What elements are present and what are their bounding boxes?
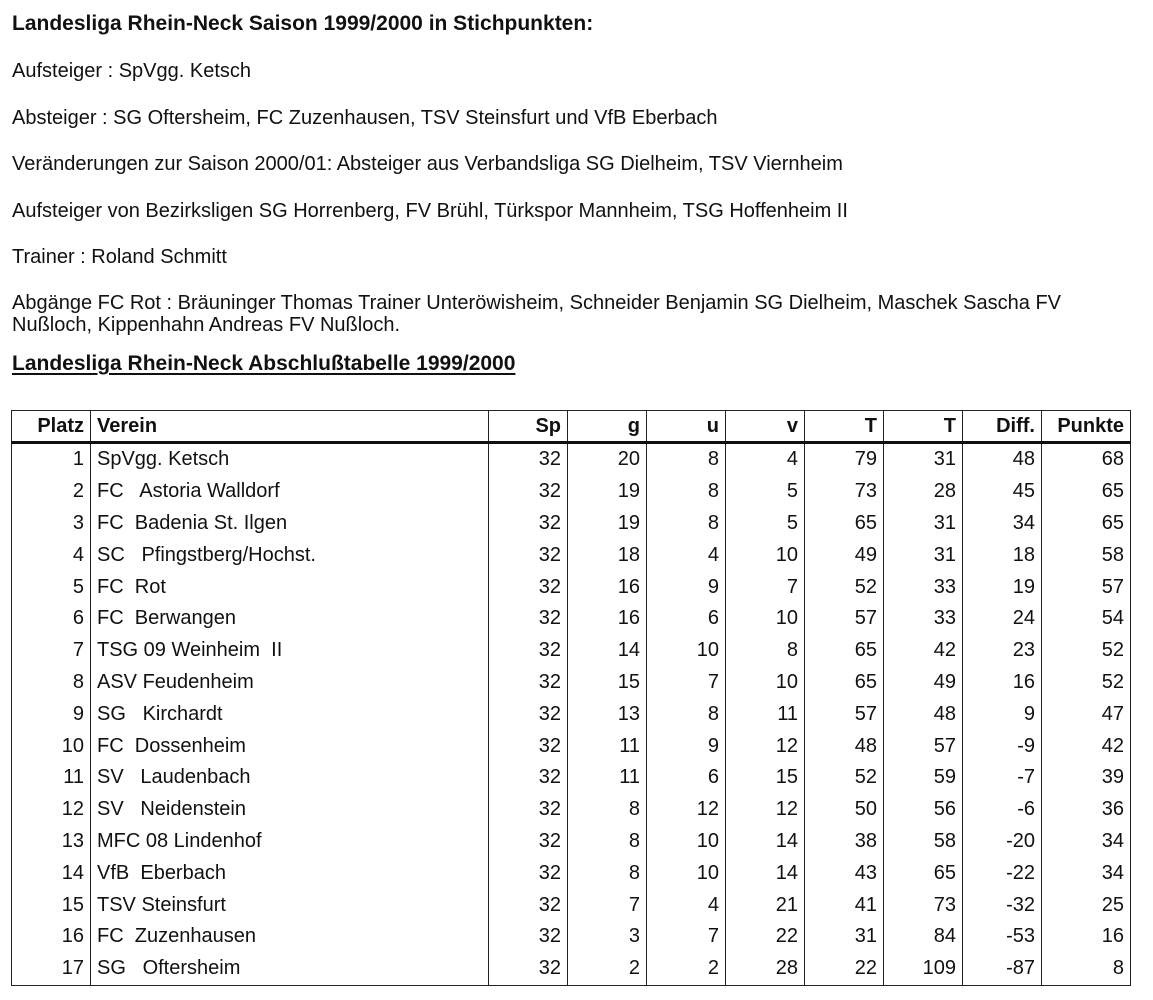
- table-row: [12, 667, 1131, 699]
- cell-goals-against: 42: [884, 635, 963, 667]
- cell-v: 15: [726, 762, 805, 794]
- cell-sp: 32: [489, 953, 568, 985]
- cell-sp: 32: [489, 603, 568, 635]
- cell-u: 8: [647, 476, 726, 508]
- cell-v: 21: [726, 889, 805, 921]
- cell-u: 6: [647, 603, 726, 635]
- cell-verein: SG Oftersheim: [91, 953, 489, 985]
- promoted-paragraph: Aufsteiger : SpVgg. Ketsch: [12, 60, 252, 82]
- coach-paragraph: Trainer : Roland Schmitt: [12, 246, 227, 268]
- header-platz: Platz: [12, 411, 91, 443]
- cell-u: 9: [647, 571, 726, 603]
- cell-goals-for: 57: [805, 603, 884, 635]
- cell-diff: -9: [963, 730, 1042, 762]
- cell-verein: FC Rot: [91, 571, 489, 603]
- cell-platz: 13: [12, 826, 91, 858]
- cell-verein: SpVgg. Ketsch: [91, 443, 489, 476]
- cell-diff: 9: [963, 698, 1042, 730]
- table-row: [12, 443, 1131, 476]
- promoted-from-bezirksliga-paragraph: Aufsteiger von Bezirksligen SG Horrenberg, FV Brühl, Türkspor Mannheim, TSG Hoffenheim II: [12, 200, 848, 222]
- table-row: [12, 953, 1131, 985]
- cell-verein: ASV Feudenheim: [91, 667, 489, 699]
- cell-verein: MFC 08 Lindenhof: [91, 826, 489, 858]
- cell-sp: 32: [489, 889, 568, 921]
- cell-diff: 16: [963, 667, 1042, 699]
- cell-goals-against: 59: [884, 762, 963, 794]
- cell-u: 8: [647, 443, 726, 476]
- cell-platz: 8: [12, 667, 91, 699]
- cell-diff: -7: [963, 762, 1042, 794]
- cell-goals-for: 43: [805, 857, 884, 889]
- cell-sp: 32: [489, 635, 568, 667]
- cell-goals-against: 48: [884, 698, 963, 730]
- cell-sp: 32: [489, 476, 568, 508]
- cell-g: 8: [568, 857, 647, 889]
- cell-goals-for: 65: [805, 667, 884, 699]
- departures-paragraph: Abgänge FC Rot : Bräuninger Thomas Trainer Unteröwisheim, Schneider Benjamin SG Dielheim, Maschek Sascha FV Nußloch, Kippenhahn Andreas FV Nußloch.: [12, 292, 1061, 336]
- cell-sp: 32: [489, 730, 568, 762]
- cell-verein: VfB Eberbach: [91, 857, 489, 889]
- cell-sp: 32: [489, 667, 568, 699]
- cell-v: 8: [726, 635, 805, 667]
- cell-diff: 19: [963, 571, 1042, 603]
- cell-u: 7: [647, 667, 726, 699]
- cell-punkte: 8: [1042, 953, 1131, 985]
- cell-goals-for: 41: [805, 889, 884, 921]
- cell-verein: TSV Steinsfurt: [91, 889, 489, 921]
- cell-platz: 6: [12, 603, 91, 635]
- cell-punkte: 39: [1042, 762, 1131, 794]
- cell-goals-for: 38: [805, 826, 884, 858]
- cell-platz: 9: [12, 698, 91, 730]
- table-row: [12, 826, 1131, 858]
- cell-platz: 15: [12, 889, 91, 921]
- table-row: [12, 476, 1131, 508]
- cell-u: 9: [647, 730, 726, 762]
- cell-g: 16: [568, 603, 647, 635]
- cell-diff: 23: [963, 635, 1042, 667]
- header-u: u: [647, 411, 726, 443]
- cell-punkte: 65: [1042, 508, 1131, 540]
- cell-sp: 32: [489, 571, 568, 603]
- cell-goals-against: 31: [884, 539, 963, 571]
- cell-v: 22: [726, 921, 805, 953]
- cell-g: 11: [568, 762, 647, 794]
- cell-v: 4: [726, 443, 805, 476]
- cell-diff: 45: [963, 476, 1042, 508]
- cell-diff: 24: [963, 603, 1042, 635]
- cell-v: 12: [726, 730, 805, 762]
- header-sp: Sp: [489, 411, 568, 443]
- header-v: v: [726, 411, 805, 443]
- cell-v: 10: [726, 667, 805, 699]
- table-row: [12, 508, 1131, 540]
- cell-punkte: 68: [1042, 443, 1131, 476]
- cell-g: 13: [568, 698, 647, 730]
- cell-goals-for: 22: [805, 953, 884, 985]
- cell-diff: -87: [963, 953, 1042, 985]
- table-row: [12, 698, 1131, 730]
- document-title: Landesliga Rhein-Neck Saison 1999/2000 in Stichpunkten:: [12, 12, 594, 35]
- cell-goals-against: 109: [884, 953, 963, 985]
- standings-table: [11, 410, 1131, 986]
- table-row: [12, 571, 1131, 603]
- header-goals-for: T: [805, 411, 884, 443]
- cell-platz: 16: [12, 921, 91, 953]
- cell-g: 15: [568, 667, 647, 699]
- cell-platz: 4: [12, 539, 91, 571]
- cell-u: 10: [647, 826, 726, 858]
- header-verein: Verein: [91, 411, 489, 443]
- cell-goals-for: 65: [805, 635, 884, 667]
- cell-platz: 10: [12, 730, 91, 762]
- cell-g: 19: [568, 508, 647, 540]
- cell-g: 19: [568, 476, 647, 508]
- cell-u: 2: [647, 953, 726, 985]
- cell-punkte: 47: [1042, 698, 1131, 730]
- cell-platz: 17: [12, 953, 91, 985]
- cell-verein: FC Astoria Walldorf: [91, 476, 489, 508]
- cell-goals-for: 52: [805, 571, 884, 603]
- cell-verein: SV Neidenstein: [91, 794, 489, 826]
- table-row: [12, 635, 1131, 667]
- cell-v: 10: [726, 603, 805, 635]
- cell-u: 8: [647, 698, 726, 730]
- cell-u: 12: [647, 794, 726, 826]
- cell-g: 3: [568, 921, 647, 953]
- cell-g: 11: [568, 730, 647, 762]
- cell-sp: 32: [489, 698, 568, 730]
- cell-verein: FC Zuzenhausen: [91, 921, 489, 953]
- cell-goals-against: 28: [884, 476, 963, 508]
- cell-u: 4: [647, 539, 726, 571]
- cell-v: 14: [726, 826, 805, 858]
- cell-v: 14: [726, 857, 805, 889]
- cell-v: 28: [726, 953, 805, 985]
- cell-platz: 1: [12, 443, 91, 476]
- cell-punkte: 34: [1042, 857, 1131, 889]
- cell-goals-for: 73: [805, 476, 884, 508]
- cell-goals-for: 50: [805, 794, 884, 826]
- cell-platz: 14: [12, 857, 91, 889]
- cell-v: 10: [726, 539, 805, 571]
- cell-punkte: 25: [1042, 889, 1131, 921]
- cell-v: 5: [726, 508, 805, 540]
- cell-goals-for: 52: [805, 762, 884, 794]
- cell-diff: -6: [963, 794, 1042, 826]
- cell-u: 6: [647, 762, 726, 794]
- cell-sp: 32: [489, 762, 568, 794]
- table-row: [12, 889, 1131, 921]
- cell-punkte: 57: [1042, 571, 1131, 603]
- header-diff: Diff.: [963, 411, 1042, 443]
- cell-diff: 18: [963, 539, 1042, 571]
- cell-sp: 32: [489, 826, 568, 858]
- cell-verein: SG Kirchardt: [91, 698, 489, 730]
- cell-verein: SV Laudenbach: [91, 762, 489, 794]
- cell-sp: 32: [489, 794, 568, 826]
- changes-paragraph: Veränderungen zur Saison 2000/01: Absteiger aus Verbandsliga SG Dielheim, TSV Viernheim: [12, 153, 843, 175]
- cell-g: 18: [568, 539, 647, 571]
- cell-diff: 34: [963, 508, 1042, 540]
- cell-v: 12: [726, 794, 805, 826]
- cell-diff: -22: [963, 857, 1042, 889]
- cell-verein: FC Badenia St. Ilgen: [91, 508, 489, 540]
- cell-punkte: 65: [1042, 476, 1131, 508]
- table-row: [12, 857, 1131, 889]
- table-row: [12, 730, 1131, 762]
- cell-u: 8: [647, 508, 726, 540]
- cell-goals-for: 79: [805, 443, 884, 476]
- cell-u: 10: [647, 635, 726, 667]
- cell-sp: 32: [489, 539, 568, 571]
- cell-sp: 32: [489, 443, 568, 476]
- cell-punkte: 52: [1042, 667, 1131, 699]
- cell-sp: 32: [489, 508, 568, 540]
- table-row: [12, 794, 1131, 826]
- header-punkte: Punkte: [1042, 411, 1131, 443]
- cell-diff: -32: [963, 889, 1042, 921]
- table-header-row: [12, 411, 1131, 443]
- cell-v: 11: [726, 698, 805, 730]
- cell-platz: 11: [12, 762, 91, 794]
- cell-v: 7: [726, 571, 805, 603]
- cell-platz: 7: [12, 635, 91, 667]
- cell-punkte: 16: [1042, 921, 1131, 953]
- table-row: [12, 921, 1131, 953]
- relegated-paragraph: Absteiger : SG Oftersheim, FC Zuzenhausen, TSV Steinsfurt und VfB Eberbach: [12, 107, 718, 129]
- cell-punkte: 54: [1042, 603, 1131, 635]
- table-title: Landesliga Rhein-Neck Abschlußtabelle 1999/2000: [12, 352, 516, 375]
- cell-goals-against: 58: [884, 826, 963, 858]
- cell-g: 8: [568, 826, 647, 858]
- cell-platz: 3: [12, 508, 91, 540]
- cell-u: 4: [647, 889, 726, 921]
- cell-g: 14: [568, 635, 647, 667]
- cell-goals-against: 84: [884, 921, 963, 953]
- cell-goals-against: 65: [884, 857, 963, 889]
- cell-v: 5: [726, 476, 805, 508]
- cell-punkte: 36: [1042, 794, 1131, 826]
- cell-u: 7: [647, 921, 726, 953]
- cell-punkte: 52: [1042, 635, 1131, 667]
- cell-g: 20: [568, 443, 647, 476]
- cell-goals-for: 31: [805, 921, 884, 953]
- cell-diff: -53: [963, 921, 1042, 953]
- cell-goals-against: 31: [884, 508, 963, 540]
- cell-platz: 12: [12, 794, 91, 826]
- table-row: [12, 539, 1131, 571]
- cell-verein: FC Dossenheim: [91, 730, 489, 762]
- cell-goals-against: 33: [884, 571, 963, 603]
- cell-platz: 5: [12, 571, 91, 603]
- cell-platz: 2: [12, 476, 91, 508]
- cell-punkte: 34: [1042, 826, 1131, 858]
- header-goals-against: T: [884, 411, 963, 443]
- cell-g: 16: [568, 571, 647, 603]
- cell-goals-for: 49: [805, 539, 884, 571]
- cell-goals-for: 65: [805, 508, 884, 540]
- table-row: [12, 762, 1131, 794]
- cell-diff: -20: [963, 826, 1042, 858]
- cell-u: 10: [647, 857, 726, 889]
- cell-goals-for: 57: [805, 698, 884, 730]
- cell-verein: TSG 09 Weinheim II: [91, 635, 489, 667]
- cell-diff: 48: [963, 443, 1042, 476]
- cell-goals-against: 57: [884, 730, 963, 762]
- cell-g: 8: [568, 794, 647, 826]
- cell-goals-against: 56: [884, 794, 963, 826]
- cell-goals-against: 49: [884, 667, 963, 699]
- cell-g: 2: [568, 953, 647, 985]
- cell-punkte: 58: [1042, 539, 1131, 571]
- cell-verein: FC Berwangen: [91, 603, 489, 635]
- header-g: g: [568, 411, 647, 443]
- cell-goals-for: 48: [805, 730, 884, 762]
- cell-goals-against: 73: [884, 889, 963, 921]
- cell-punkte: 42: [1042, 730, 1131, 762]
- table-row: [12, 603, 1131, 635]
- cell-goals-against: 33: [884, 603, 963, 635]
- cell-goals-against: 31: [884, 443, 963, 476]
- cell-verein: SC Pfingstberg/Hochst.: [91, 539, 489, 571]
- cell-sp: 32: [489, 857, 568, 889]
- cell-g: 7: [568, 889, 647, 921]
- cell-sp: 32: [489, 921, 568, 953]
